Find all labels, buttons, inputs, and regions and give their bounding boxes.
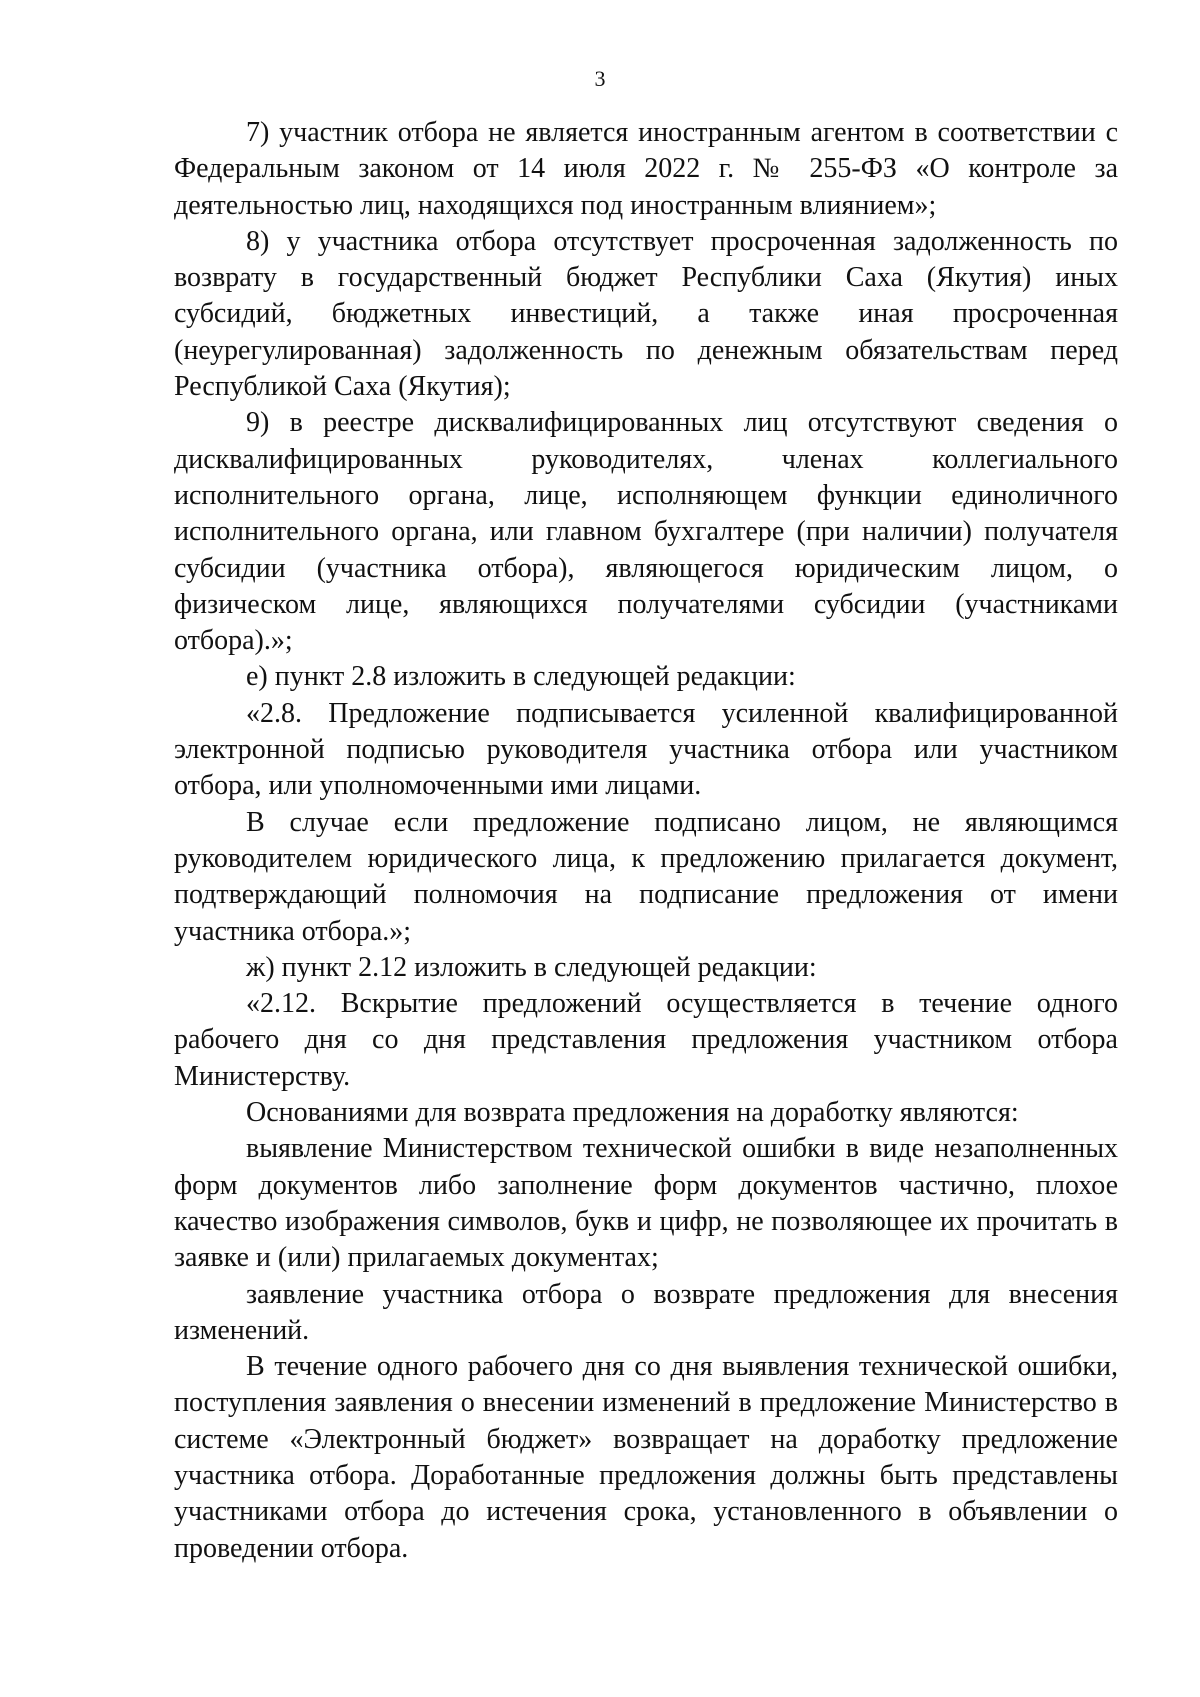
page-number: 3: [594, 66, 606, 91]
paragraph-return-procedure: В течение одного рабочего дня со дня выявления технической ошибки, поступления заявления о внесении изменений в предложение Министерство в системе «Электронный бюджет» возвращает на доработку предложение участника отбора. Доработанные предложения должны быть представлены участниками отбора до истечения срока, установленного в объявлении о проведении отбора.: [174, 1351, 1118, 1564]
document-body: [174, 115, 1118, 1567]
paragraph-return-grounds: Основаниями для возврата предложения на доработку являются:: [246, 1097, 1019, 1129]
paragraph-amendment-zh: ж) пункт 2.12 изложить в следующей редакции:: [246, 951, 817, 983]
paragraph-clause-2-8: «2.8. Предложение подписывается усиленной квалифицированной электронной подписью руководителя участника отбора или участником отбора, или уполномоченными ими лицами.: [174, 697, 1118, 802]
paragraph-technical-error: выявление Министерством технической ошибки в виде незаполненных форм документов либо заполнение форм документов частично, плохое качество изображения символов, букв и цифр, не позволяющее их прочитать в заявке и (или) прилагаемых документах;: [174, 1133, 1118, 1274]
paragraph-participant-request: заявление участника отбора о возврате предложения для внесения изменений.: [174, 1278, 1118, 1346]
paragraph-item-7: 7) участник отбора не является иностранным агентом в соответствии с Федеральным законом от 14 июля 2022 г. № 255-ФЗ «О контроле за деятельностью лиц, находящихся под иностранным влиянием»;: [174, 117, 1118, 221]
paragraph-item-9: 9) в реестре дисквалифицированных лиц отсутствуют сведения о дисквалифицированных руководителях, членах коллегиального исполнительного органа, лице, исполняющем функции единоличного исполнительного органа, или главном бухгалтере (при наличии) получателя субсидии (участника отбора), являющегося юридическим лицом, о физическом лице, являющихся получателями субсидии (участниками отбора).»;: [174, 407, 1118, 657]
paragraph-amendment-e: е) пункт 2.8 изложить в следующей редакции:: [246, 661, 796, 693]
paragraph-clause-2-12: «2.12. Вскрытие предложений осуществляется в течение одного рабочего дня со дня представления предложения участником отбора Министерству.: [174, 988, 1118, 1092]
paragraph-item-8: 8) у участника отбора отсутствует просроченная задолженность по возврату в государственный бюджет Республики Саха (Якутия) иных субсидий, бюджетных инвестиций, а также иная просроченная (неурегулированная) задолженность по денежным обязательствам перед Республикой Саха (Якутия);: [174, 225, 1118, 403]
paragraph-clause-2-8-continued: В случае если предложение подписано лицом, не являющимся руководителем юридического лица, к предложению прилагается документ, подтверждающий полномочия на подписание предложения от имени участника отбора.»;: [174, 806, 1118, 947]
